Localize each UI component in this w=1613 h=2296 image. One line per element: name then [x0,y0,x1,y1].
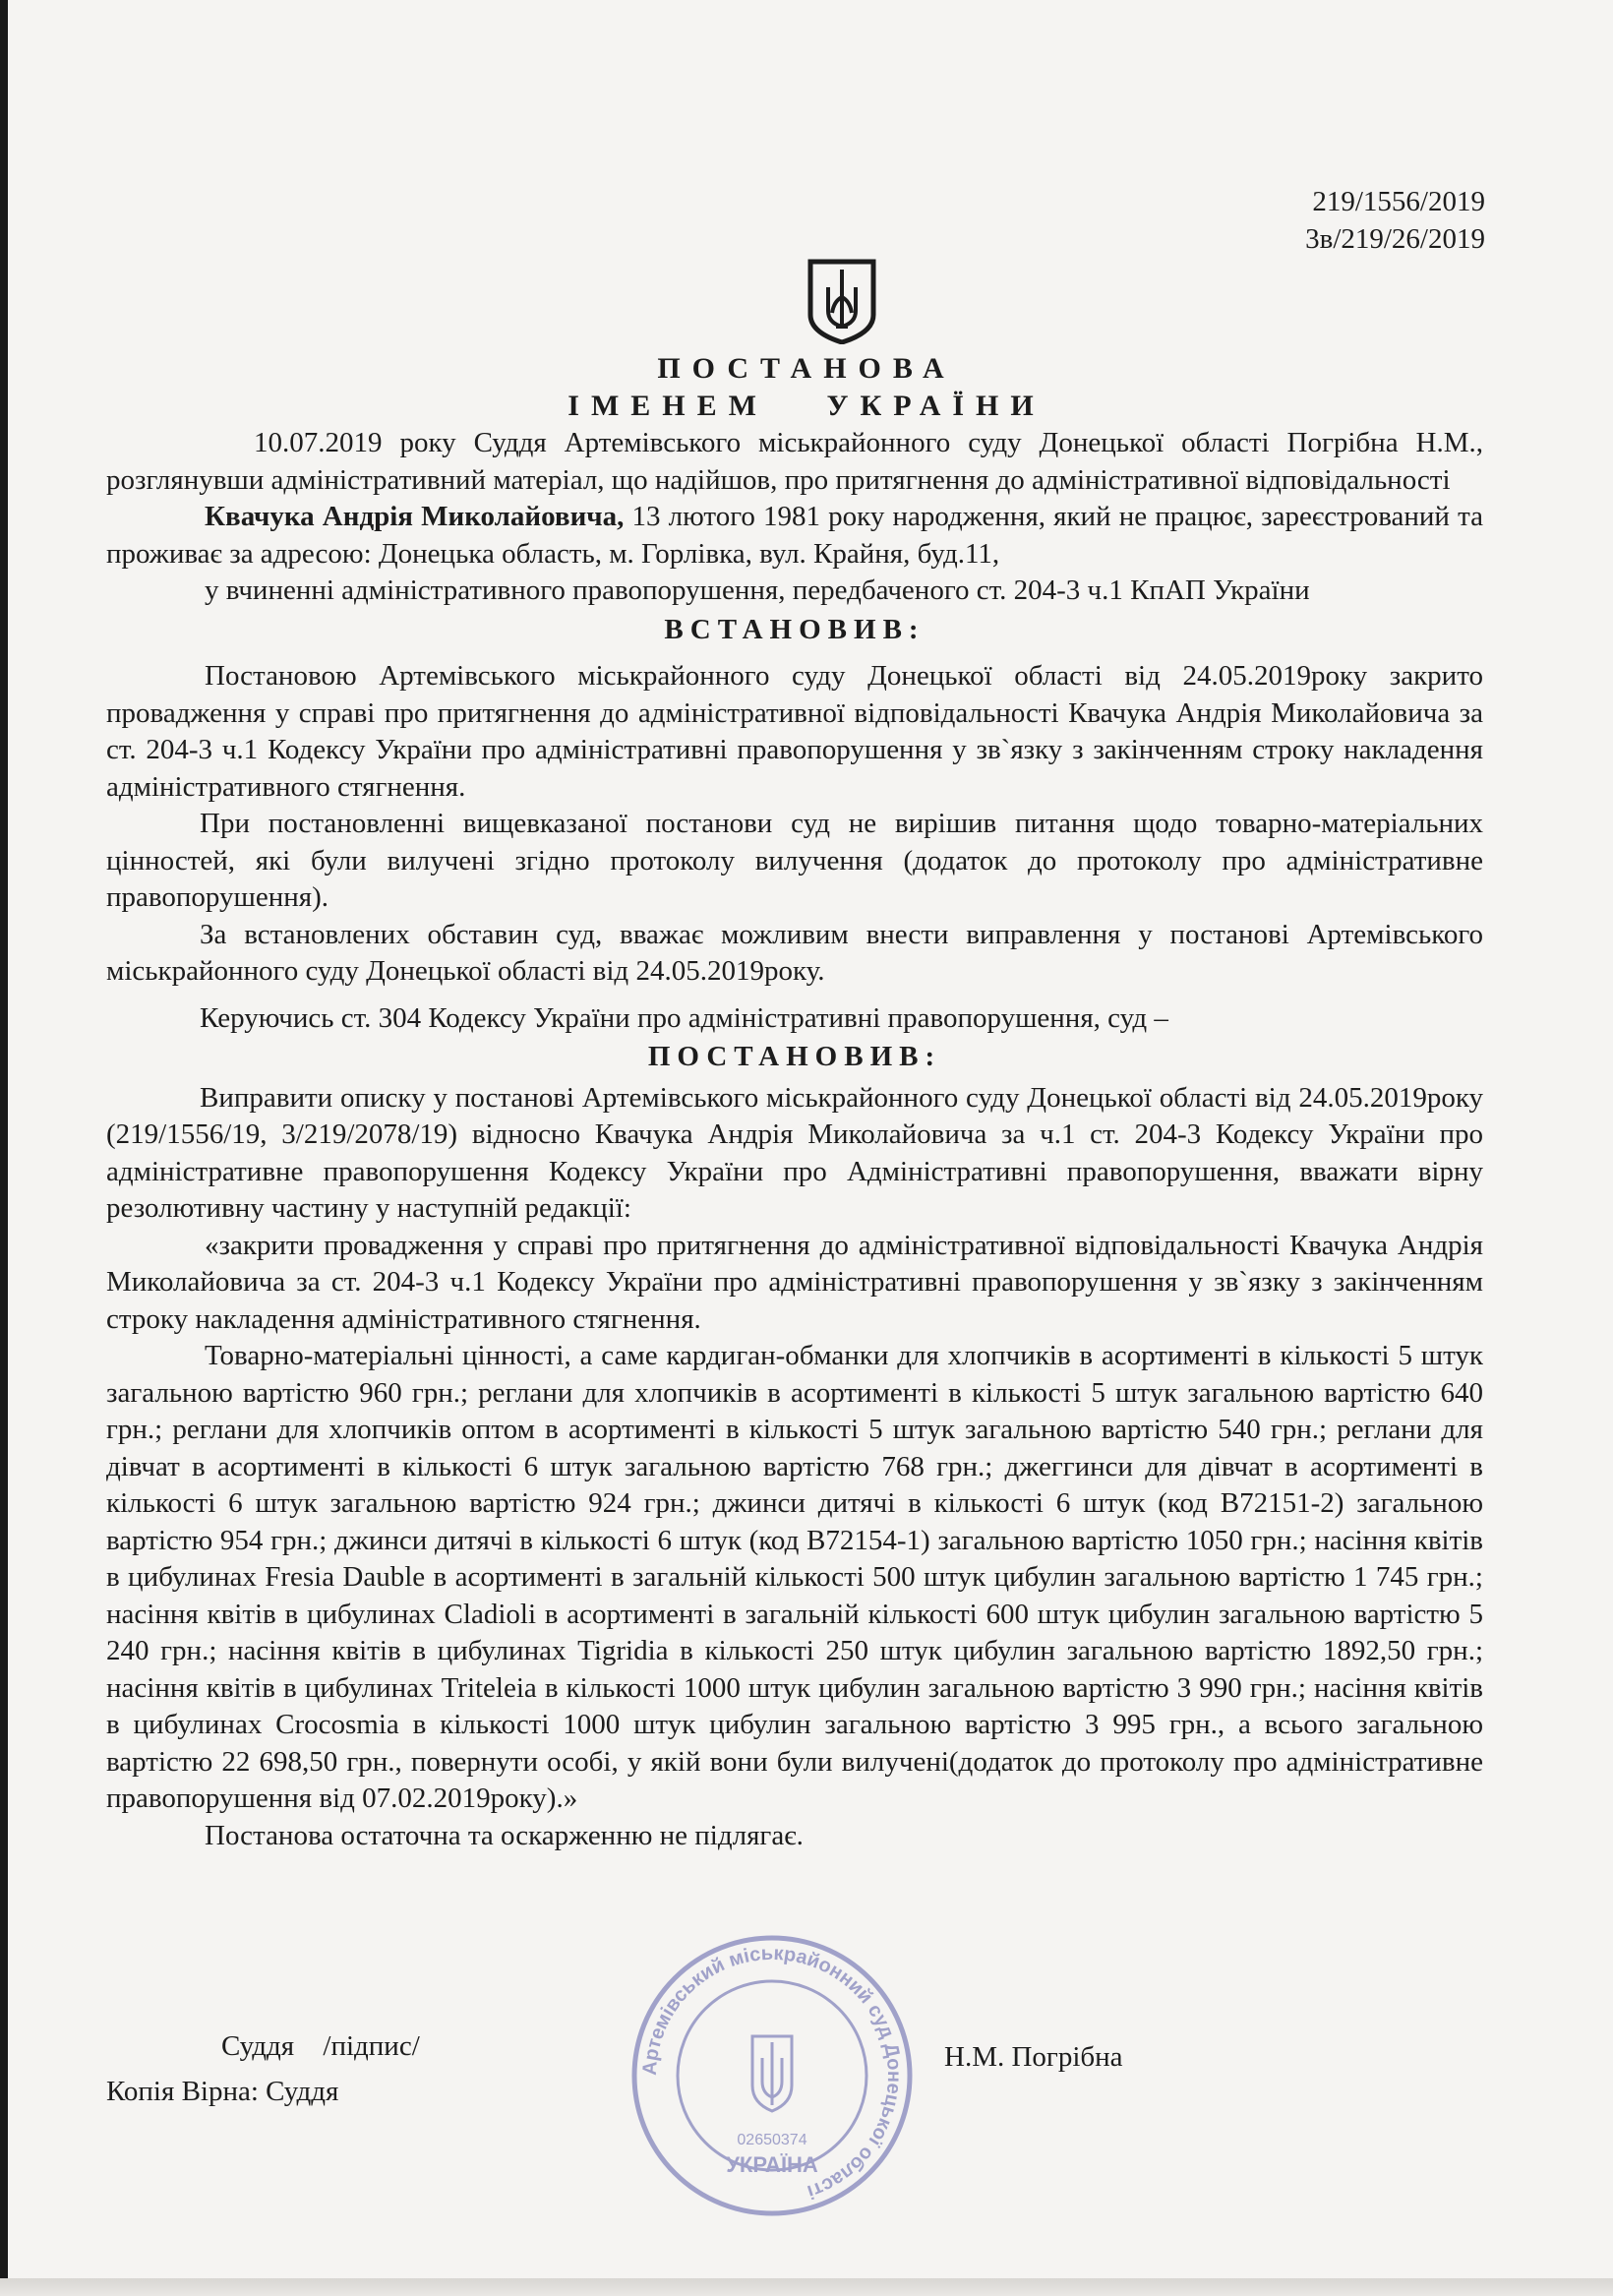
established-paragraph-1: Постановою Артемівського міськрайонного суду Донецької області від 24.05.2019року закрито провадження у справі про притягнення до адміністративної відповідальності Квачука Андрія Миколайовича за ст. 204-3 ч.1 Кодексу України про адміністративні правопорушення у зв`язку з закінченням строку накладення адміністративного стягнення. [106,660,1483,803]
document-subtitle: ІМЕНЕМ УКРАЇНИ [568,390,1045,422]
established-paragraph-4: Керуючись ст. 304 Кодексу України про адміністративні правопорушення, суд – [200,1001,1168,1034]
case-number-2: 3в/219/26/2019 [1305,223,1485,255]
judge-name: Н.М. Погрібна [944,2041,1123,2073]
court-seal-stamp [625,1928,920,2223]
copy-certified-label: Копія Вірна: Суддя [106,2076,339,2107]
intro-paragraph: 10.07.2019 року Суддя Артемівського міськрайонного суду Донецької області Погрібна Н.М., розглянувши адміністративний матеріал, що надійшов, про притягнення до адміністративної відповідальності [106,427,1483,496]
scan-bottom-edge [0,2278,1613,2296]
resolved-heading: ПОСТАНОВИВ: [647,1041,942,1072]
resolved-paragraph-2: «закрити провадження у справі про притягнення до адміністративної відповідальності Квачука Андрія Миколайовича за ст. 204-3 ч.1 Кодексу України про адміністративні правопорушення у зв`язку з закінченням строку накладення адміністративного стягнення. [106,1229,1483,1335]
resolved-paragraph-3: Товарно-матеріальні цінності, а саме кардиган-обманки для хлопчиків в асортименті в кількості 5 штук загальною вартістю 960 грн.; реглани для хлопчиків в асортименті в кількості 5 штук загальною вартістю 640 грн.; реглани для хлопчиків оптом в асортименті в кількості 5 штук загальною вартістю 540 грн.; реглани для дівчат в асортименті в кількості 6 штук загальною вартістю 768 грн.; джеггинси для дівчат в асортименті в кількості 6 штук загальною вартістю 924 грн.; джинси дитячі в кількості 6 штук (код B72151-2) загальною вартістю 954 грн.; джинси дитячі в кількості 6 штук (код B72154-1) загальною вартістю 1050 грн.; насіння квітів в цибулинах Fresia Dauble в асортименті в загальній кількості 500 штук цибулин загальною вартістю 1 745 грн.; насіння квітів в цибулинах Cladioli в асортименті в загальній кількості 600 штук цибулин загальною вартістю 5 240 грн.; насіння квітів в цибулинах Tigridia в кількості 250 штук цибулин загальною вартістю 1892,50 грн.; насіння квітів в цибулинах Triteleia в кількості 1000 штук цибулин загальною вартістю 3 990 грн.; насіння квітів в цибулинах Crocosmia в кількості 1000 штук цибулин загальною вартістю 3 995 грн., а всього загальною вартістю 22 698,50 грн., повернути особі, у якій вони були вилучені(додаток до протоколу про адміністративне правопорушення від 07.02.2019року).» [106,1340,1483,1814]
scan-left-edge [0,0,8,2296]
established-paragraph-2: При постановленні вищевказаної постанови суд не вирішив питання щодо товарно-матеріальних цінностей, які були вилучені згідно протоколу вилучення (додаток до протоколу про адміністративне правопорушення). [106,808,1483,913]
document-body [106,425,1483,1854]
offense-paragraph: у вчиненні адміністративного правопорушення, передбаченого ст. 204-3 ч.1 КпАП України [205,574,1310,606]
person-details: 13 лютого 1981 року народження, який не працює, зареєстрований та проживає за адресою: Донецька область, м. Горлівка, вул. Крайня, буд.11, [106,501,1483,570]
case-numbers [1305,183,1485,258]
person-name: Квачука Андрія Миколайовича, [205,501,625,532]
established-paragraph-3: За встановлених обставин суд, вважає можливим внести виправлення у постанові Артемівського міськрайонного суду Донецької області від 24.05.2019року. [106,918,1483,987]
resolved-paragraph-4: Постанова остаточна та оскарженню не підлягає. [205,1819,804,1851]
coat-of-arms-icon [806,258,877,344]
seal-code: 02650374 [737,2132,807,2148]
person-paragraph [106,499,1483,573]
established-heading: ВСТАНОВИВ: [664,613,926,645]
seal-bottom-text: УКРАЇНА [726,2152,818,2177]
case-number-1: 219/1556/2019 [1312,186,1485,217]
resolved-paragraph-1: Виправити описку у постанові Артемівського міськрайонного суду Донецької області від 24.05.2019року (219/1556/19, 3/219/2078/19) відносно Квачука Андрія Миколайовича за ч.1 ст. 204-3 Кодексу України про адміністративне правопорушення Кодексу України про Адміністративні правопорушення, вважати вірну резолютивну частину у наступній редакції: [106,1081,1483,1224]
seal-ring-text: Артемівський міськрайонний суд Донецької області [638,1942,906,2204]
document-title: ПОСТАНОВА [657,352,956,385]
judge-signature-label: Суддя /підпис/ [221,2030,420,2062]
